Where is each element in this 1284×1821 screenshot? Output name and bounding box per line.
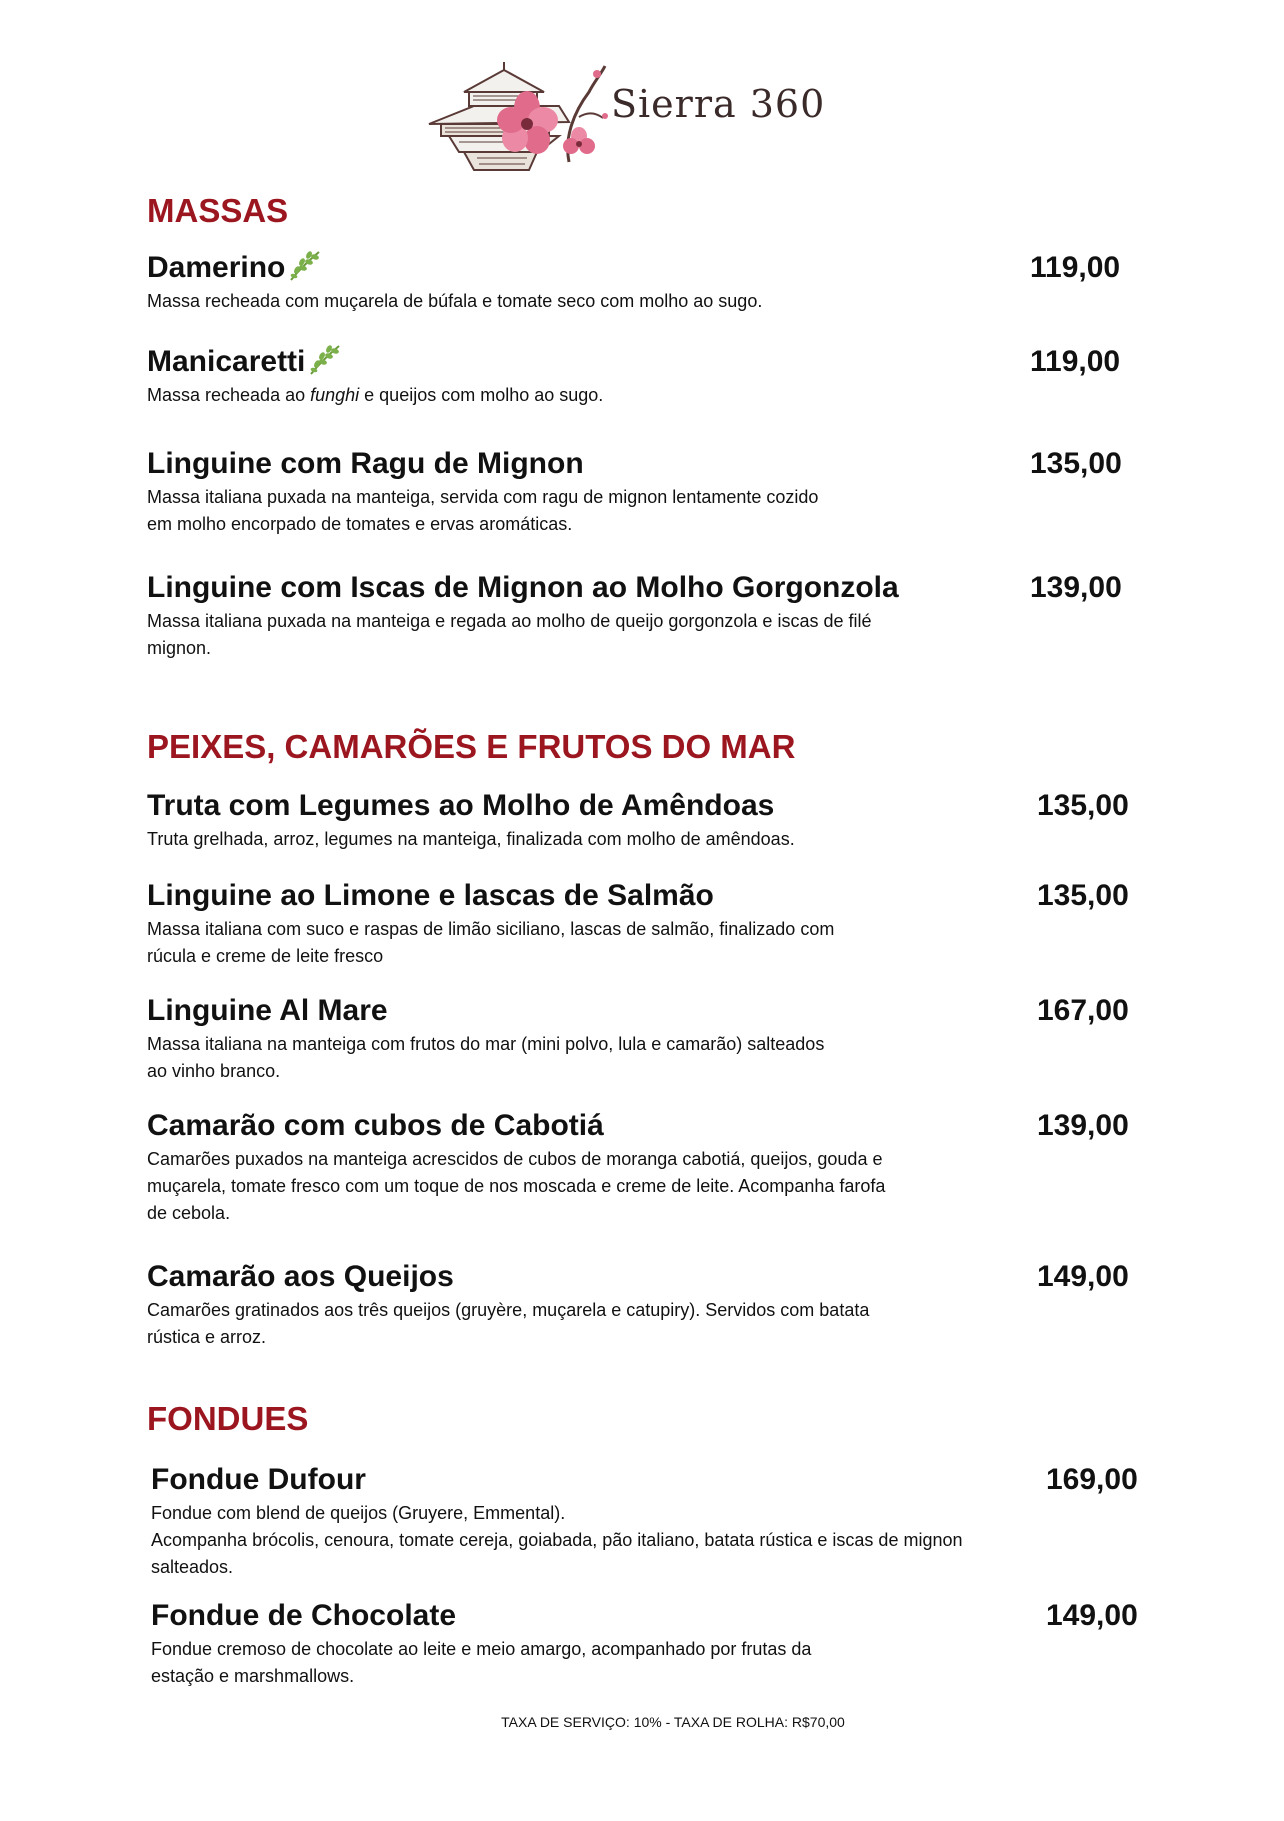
menu-item — [151, 1598, 1141, 1690]
menu-item — [147, 1259, 1137, 1351]
item-description: Fondue com blend de queijos (Gruyere, Emmental). Acompanha brócolis, cenoura, tomate cereja, goiabada, pão italiano, batata rústica e iscas de mignon salteados. — [151, 1503, 963, 1577]
item-description: Fondue cremoso de chocolate ao leite e meio amargo, acompanhado por frutas da estação e marshmallows. — [151, 1639, 812, 1686]
item-description: Truta grelhada, arroz, legumes na manteiga, finalizada com molho de amêndoas. — [147, 829, 795, 849]
item-price: 149,00 — [1046, 1599, 1138, 1632]
item-price: 135,00 — [1030, 447, 1122, 480]
item-description: Massa recheada ao funghi e queijos com molho ao sugo. — [147, 385, 604, 405]
item-name: Linguine com Iscas de Mignon ao Molho Gorgonzola — [147, 571, 899, 604]
item-name: Damerino — [147, 251, 286, 284]
item-price: 139,00 — [1037, 1109, 1129, 1142]
item-description: Massa recheada com muçarela de búfala e tomate seco com molho ao sugo. — [147, 291, 763, 311]
item-name: Truta com Legumes ao Molho de Amêndoas — [147, 789, 775, 822]
item-price: 169,00 — [1046, 1463, 1138, 1496]
menu-item — [147, 1108, 1137, 1227]
item-name: Linguine ao Limone e lascas de Salmão — [147, 879, 714, 912]
menu-item — [147, 344, 1137, 409]
item-name: Linguine Al Mare — [147, 994, 388, 1027]
item-description: Massa italiana puxada na manteiga e regada ao molho de queijo gorgonzola e iscas de filé mignon. — [147, 611, 872, 658]
menu-item — [147, 993, 1137, 1085]
item-name: Fondue Dufour — [151, 1463, 366, 1496]
item-description: Massa italiana na manteiga com frutos do mar (mini polvo, lula e camarão) salteados ao vinho branco. — [147, 1034, 825, 1081]
item-name: Fondue de Chocolate — [151, 1599, 457, 1632]
item-name: Camarão com cubos de Cabotiá — [147, 1109, 604, 1142]
item-description: Massa italiana puxada na manteiga, servida com ragu de mignon lentamente cozido em molho encorpado de tomates e ervas aromáticas. — [147, 487, 819, 534]
menu-item — [147, 788, 1137, 853]
service-fee-note: TAXA DE SERVIÇO: 10% - TAXA DE ROLHA: R$70,00 — [501, 1714, 845, 1730]
item-name: Manicaretti — [147, 345, 306, 378]
item-price: 119,00 — [1030, 345, 1121, 378]
item-name: Camarão aos Queijos — [147, 1260, 454, 1293]
item-price: 135,00 — [1037, 879, 1129, 912]
menu-item — [147, 878, 1137, 970]
item-description: Massa italiana com suco e raspas de limão siciliano, lascas de salmão, finalizado com rúcula e creme de leite fresco — [147, 919, 835, 966]
brand-logo — [419, 52, 826, 180]
item-description: Camarões gratinados aos três queijos (gruyère, muçarela e catupiry). Servidos com batata rústica e arroz. — [147, 1300, 870, 1347]
section-title-fondues: FONDUES — [147, 1400, 309, 1437]
item-name: Linguine com Ragu de Mignon — [147, 447, 584, 480]
item-price: 149,00 — [1037, 1260, 1129, 1293]
section-title-peixes: PEIXES, CAMARÕES E FRUTOS DO MAR — [147, 728, 796, 765]
item-description: Camarões puxados na manteiga acrescidos de cubos de moranga cabotiá, queijos, gouda e muçarela, tomate fresco com um toque de nos moscada e creme de leite. Acompanha farofa de cebola. — [147, 1149, 886, 1223]
brand-name: Sierra 360 — [611, 82, 826, 126]
item-price: 119,00 — [1030, 251, 1121, 284]
menu-item — [151, 1462, 1141, 1581]
menu-item — [147, 446, 1137, 538]
section-title-massas: MASSAS — [147, 192, 289, 229]
item-price: 135,00 — [1037, 789, 1129, 822]
item-price: 167,00 — [1037, 994, 1129, 1027]
leaf-icon — [307, 342, 343, 378]
menu-item — [147, 250, 1137, 315]
pagoda-flower-icon — [419, 52, 609, 180]
leaf-icon — [287, 248, 323, 284]
menu-item — [147, 570, 1137, 662]
item-price: 139,00 — [1030, 571, 1122, 604]
